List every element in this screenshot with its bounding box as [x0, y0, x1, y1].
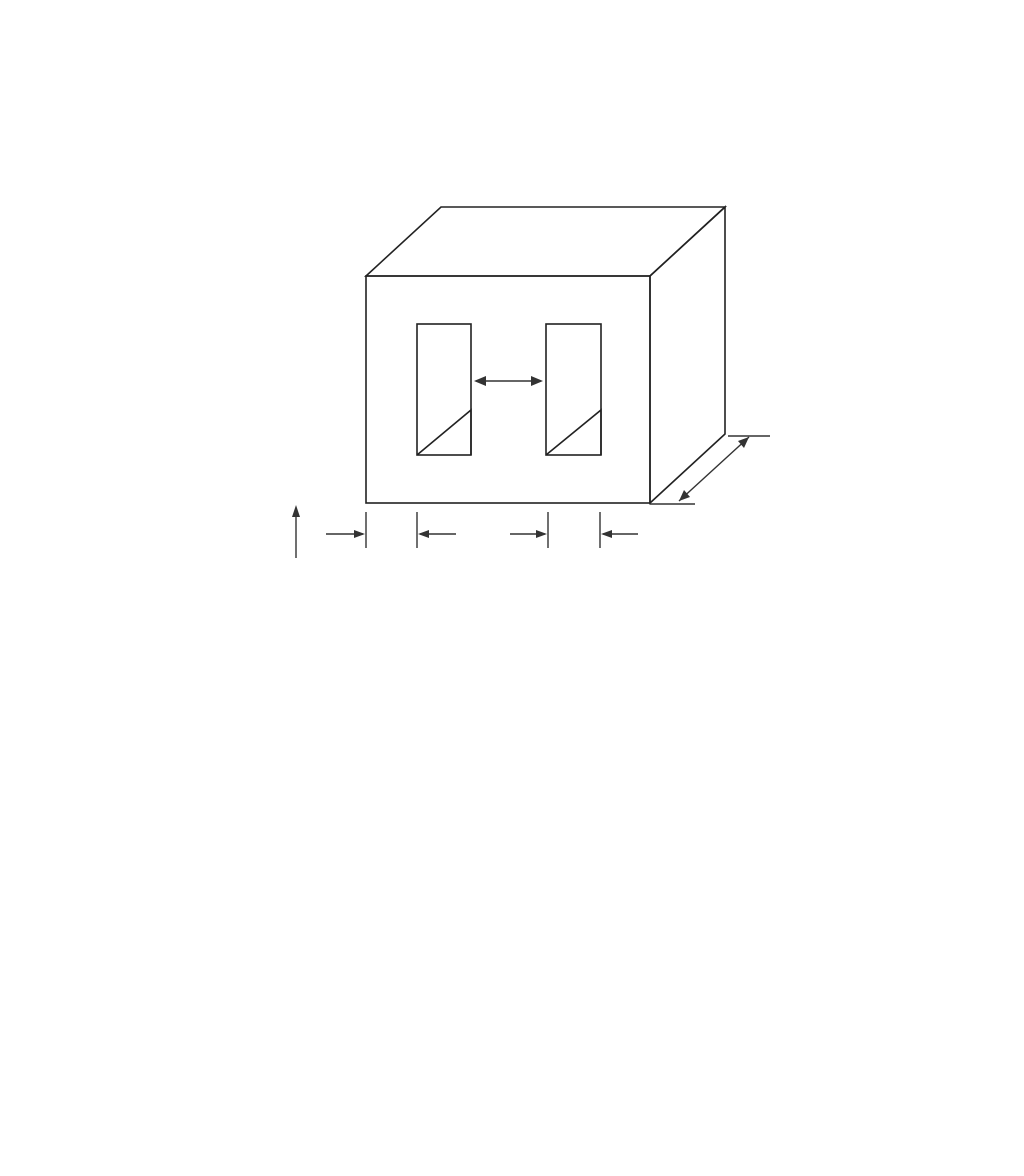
core-top-face: [366, 207, 725, 276]
left-window-bottom: [417, 410, 471, 455]
core-front-face: [366, 276, 650, 503]
right-window-bottom: [546, 410, 601, 455]
right-window: [546, 324, 601, 455]
left-window: [417, 324, 471, 455]
core-side-face: [650, 207, 725, 503]
